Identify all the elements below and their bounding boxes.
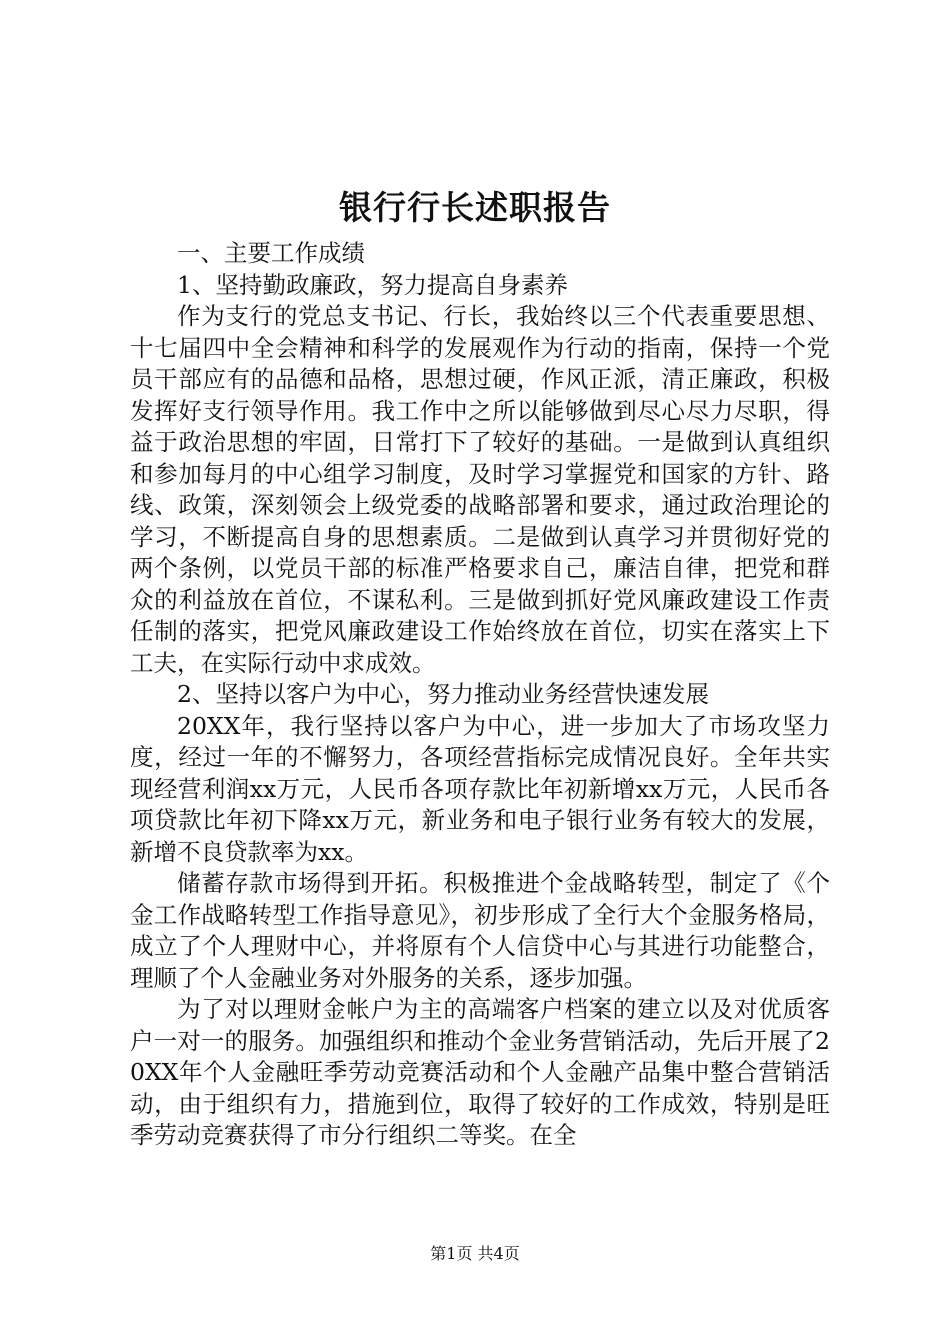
body-paragraph: 储蓄存款市场得到开拓。积极推进个金战略转型，制定了《个金工作战略转型工作指导意见》，初步形成了全行大个金服务格局，成立了个人理财中心，并将原有个人信贷中心与其进行功能整合，理顺了个人金融业务对外服务的关系，逐步加强。 (130, 869, 830, 992)
page-footer: 第1页 共4页 (430, 1244, 520, 1263)
subsection-heading: 1、坚持勤政廉政，努力提高自身素养 (177, 270, 568, 299)
body-paragraph: 20XX年，我行坚持以客户为中心，进一步加大了市场攻坚力度，经过一年的不懈努力，各项经营指标完成情况良好。全年共实现经营利润xx万元，人民币各项存款比年初新增xx万元，人民币各项贷款比年初下降xx万元，新业务和电子银行业务有较大的发展，新增不良贷款率为xx。 (130, 711, 830, 866)
body-paragraph: 为了对以理财金帐户为主的高端客户档案的建立以及对优质客户一对一的服务。加强组织和推动个金业务营销活动，先后开展了20XX年个人金融旺季劳动竞赛活动和个人金融产品集中整合营销活动，由于组织有力，措施到位，取得了较好的工作成效，特别是旺季劳动竞赛获得了市分行组织二等奖。在全 (130, 995, 830, 1149)
document-body (130, 238, 830, 1152)
document-title: 银行行长述职报告 (339, 188, 611, 227)
subsection-heading: 2、坚持以客户为中心，努力推动业务经营快速发展 (177, 680, 709, 708)
body-paragraph: 作为支行的党总支书记、行长，我始终以三个代表重要思想、十七届四中全会精神和科学的发展观作为行动的指南，保持一个党员干部应有的品德和品格，思想过硬，作风正派，清正廉政，积极发挥好支行领导作用。我工作中之所以能够做到尽心尽力尽职，得益于政治思想的牢固，日常打下了较好的基础。一是做到认真组织和参加每月的中心组学习制度，及时学习掌握党和国家的方针、路线、政策，深刻领会上级党委的战略部署和要求，通过政治理论的学习，不断提高自身的思想素质。二是做到认真学习并贯彻好党的两个条例，以党员干部的标准严格要求自己，廉洁自律，把党和群众的利益放在首位，不谋私利。三是做到抓好党风廉政建设工作责任制的落实，把党风廉政建设工作始终放在首位，切实在落实上下工夫，在实际行动中求成效。 (130, 302, 830, 677)
section-heading: 一、主要工作成绩 (177, 239, 365, 267)
